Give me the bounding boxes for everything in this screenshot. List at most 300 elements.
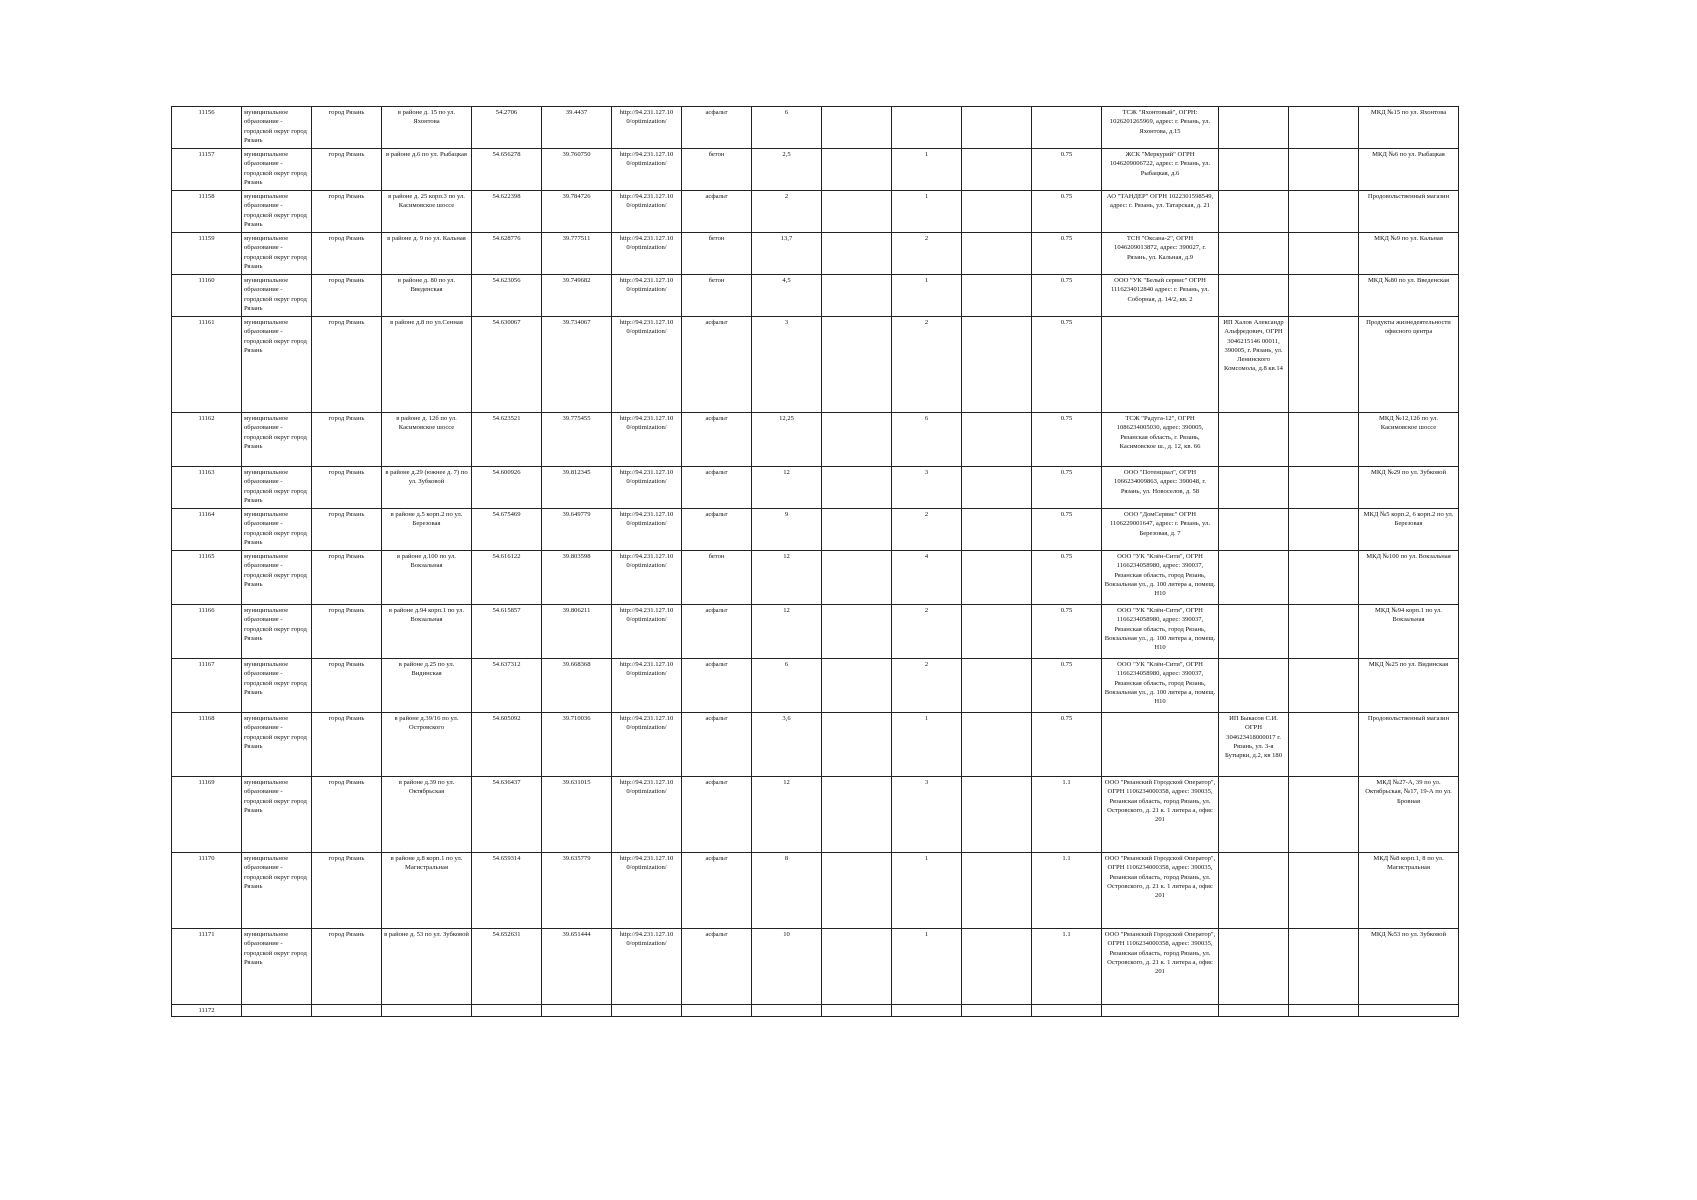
cell-empty: [822, 413, 892, 467]
cell-address: в районе д. 12б по ул. Касимовское шоссе: [382, 413, 472, 467]
cell-map-link: [612, 1005, 682, 1017]
cell-address: в районе д.25 по ул. Видинская: [382, 659, 472, 713]
cell-municipality: муниципальное образование - городской округ город Рязань: [242, 191, 312, 233]
table-row: [172, 191, 1459, 233]
cell-empty: [1289, 659, 1359, 713]
cell-container-count: [892, 1005, 962, 1017]
table-row: [172, 551, 1459, 605]
cell-longitude: 39.775455: [542, 413, 612, 467]
cell-area: 2,5: [752, 149, 822, 191]
cell-container-count: 6: [892, 413, 962, 467]
cell-longitude: 39.749682: [542, 275, 612, 317]
cell-latitude: 54.623521: [472, 413, 542, 467]
table-row: [172, 233, 1459, 275]
cell-map-link: http://94.231.127.10 0/optimization/: [612, 659, 682, 713]
cell-surface: асфальт: [682, 853, 752, 929]
cell-address: в районе д. 53 по ул. Зубковой: [382, 929, 472, 1005]
cell-longitude: 39.806211: [542, 605, 612, 659]
cell-longitude: 39.631015: [542, 777, 612, 853]
cell-empty: [822, 509, 892, 551]
cell-municipality: муниципальное образование - городской округ город Рязань: [242, 551, 312, 605]
cell-empty: [1289, 317, 1359, 413]
cell-area: 12,25: [752, 413, 822, 467]
cell-address: в районе д.8 корп.1 по ул. Магистральная: [382, 853, 472, 929]
cell-area: 12: [752, 605, 822, 659]
cell-surface: асфальт: [682, 509, 752, 551]
cell-entrepreneur: [1219, 1005, 1289, 1017]
cell-container-count: 1: [892, 149, 962, 191]
cell-latitude: 54.600926: [472, 467, 542, 509]
cell-city: город Рязань: [312, 191, 382, 233]
cell-map-link: http://94.231.127.10 0/optimization/: [612, 149, 682, 191]
table-row: [172, 413, 1459, 467]
cell-owner: ЖСК "Меркурий" ОГРН 1046209006722, адрес: г. Рязань, ул. Рыбацкая, д.6: [1102, 149, 1219, 191]
cell-map-link: http://94.231.127.10 0/optimization/: [612, 713, 682, 777]
cell-container-count: 1: [892, 191, 962, 233]
cell-surface: бетон: [682, 275, 752, 317]
cell-id: 11171: [172, 929, 242, 1005]
cell-owner: ТСЖ "Радуга-12", ОГРН 1086234005030, адрес: 390005, Рязанская область, г. Рязань, Касимовское ш., д. 12, кв. 66: [1102, 413, 1219, 467]
cell-area: 8: [752, 853, 822, 929]
table-row: [172, 929, 1459, 1005]
cell-owner: ООО "ДомСервис" ОГРН 1106229001647, адрес: г. Рязань, ул. Березовая, д. 7: [1102, 509, 1219, 551]
cell-container-count: 1: [892, 275, 962, 317]
cell-owner: [1102, 317, 1219, 413]
cell-empty: [962, 659, 1032, 713]
cell-waste-source: МКД №5 корп.2, 6 корп.2 по ул. Березовая: [1359, 509, 1459, 551]
cell-owner: [1102, 713, 1219, 777]
cell-waste-source: МКД №80 по ул. Введенская: [1359, 275, 1459, 317]
cell-surface: асфальт: [682, 659, 752, 713]
cell-id: 11158: [172, 191, 242, 233]
cell-surface: асфальт: [682, 191, 752, 233]
cell-container-volume: 1.1: [1032, 777, 1102, 853]
cell-empty: [1289, 551, 1359, 605]
table-row: [172, 509, 1459, 551]
cell-address: в районе д.100 по ул. Вокзальная: [382, 551, 472, 605]
cell-entrepreneur: [1219, 659, 1289, 713]
cell-map-link: http://94.231.127.10 0/optimization/: [612, 233, 682, 275]
cell-map-link: http://94.231.127.10 0/optimization/: [612, 605, 682, 659]
cell-longitude: 39.812345: [542, 467, 612, 509]
cell-empty: [822, 605, 892, 659]
cell-owner: АО "ТАНДЕР" ОГРН 1022301598549, адрес: г. Рязань, ул. Татарская, д. 21: [1102, 191, 1219, 233]
cell-surface: бетон: [682, 551, 752, 605]
cell-empty: [1289, 929, 1359, 1005]
cell-empty: [1289, 853, 1359, 929]
cell-latitude: 54.630067: [472, 317, 542, 413]
cell-longitude: 39.784726: [542, 191, 612, 233]
cell-container-volume: 0.75: [1032, 509, 1102, 551]
cell-surface: [682, 1005, 752, 1017]
cell-empty: [962, 413, 1032, 467]
cell-area: 9: [752, 509, 822, 551]
cell-container-count: 2: [892, 509, 962, 551]
cell-waste-source: МКД №53 по ул. Зубковой: [1359, 929, 1459, 1005]
cell-city: [312, 1005, 382, 1017]
table-row: [172, 713, 1459, 777]
cell-owner: ООО "Рязанский Городской Оператор", ОГРН 1106234000358, адрес: 390035, Рязанская область, город Рязань, ул. Островского, д. 21 к. 1 литера а, офис 201: [1102, 929, 1219, 1005]
cell-municipality: муниципальное образование - городской округ город Рязань: [242, 509, 312, 551]
cell-container-count: 3: [892, 777, 962, 853]
cell-city: город Рязань: [312, 233, 382, 275]
cell-id: 11165: [172, 551, 242, 605]
cell-municipality: [242, 1005, 312, 1017]
cell-area: 13,7: [752, 233, 822, 275]
cell-municipality: муниципальное образование - городской округ город Рязань: [242, 275, 312, 317]
cell-entrepreneur: [1219, 509, 1289, 551]
cell-container-volume: 0.75: [1032, 659, 1102, 713]
cell-container-volume: 0.75: [1032, 605, 1102, 659]
cell-entrepreneur: [1219, 413, 1289, 467]
cell-latitude: 54.623056: [472, 275, 542, 317]
cell-waste-source: [1359, 1005, 1459, 1017]
cell-container-volume: [1032, 107, 1102, 149]
cell-entrepreneur: ИП Халов Александр Альфредович, ОГРН 3046215146 00011, 390005, г. Рязань, ул. Ленинского Комсомола, д.8 кв.14: [1219, 317, 1289, 413]
cell-city: город Рязань: [312, 605, 382, 659]
cell-address: [382, 1005, 472, 1017]
cell-longitude: 39.734067: [542, 317, 612, 413]
cell-container-count: 1: [892, 713, 962, 777]
cell-area: 12: [752, 551, 822, 605]
cell-empty: [1289, 777, 1359, 853]
cell-waste-source: МКД №25 по ул. Видинская: [1359, 659, 1459, 713]
cell-address: в районе д.39 по ул. Октябрьская: [382, 777, 472, 853]
cell-empty: [822, 853, 892, 929]
cell-waste-source: Продукты жизнедеятельности офисного центра: [1359, 317, 1459, 413]
cell-owner: ООО "УК "Белый сервис" ОГРН 1116234012840 адрес: г. Рязань, ул. Соборная, д. 14/2, кв. 2: [1102, 275, 1219, 317]
cell-city: город Рязань: [312, 149, 382, 191]
cell-empty: [1289, 1005, 1359, 1017]
cell-container-volume: 0.75: [1032, 317, 1102, 413]
table-row: [172, 149, 1459, 191]
cell-container-count: 1: [892, 929, 962, 1005]
cell-longitude: [542, 1005, 612, 1017]
cell-city: город Рязань: [312, 317, 382, 413]
cell-latitude: 54.622398: [472, 191, 542, 233]
cell-owner: ООО "УК "Клён-Сити", ОГРН 1166234058980, адрес: 390037, Рязанская область, город Рязань, Вокзальная ул., д. 100 литера а, помещ. Н10: [1102, 551, 1219, 605]
cell-id: 11156: [172, 107, 242, 149]
cell-waste-source: МКД №27-А, 39 по ул. Октябрьская, №17, 19-А по ул. Бровная: [1359, 777, 1459, 853]
cell-address: в районе д.39/16 по ул. Островского: [382, 713, 472, 777]
cell-municipality: муниципальное образование - городской округ город Рязань: [242, 317, 312, 413]
cell-surface: асфальт: [682, 413, 752, 467]
cell-map-link: http://94.231.127.10 0/optimization/: [612, 317, 682, 413]
cell-surface: бетон: [682, 233, 752, 275]
cell-entrepreneur: [1219, 149, 1289, 191]
cell-empty: [1289, 191, 1359, 233]
cell-container-count: 2: [892, 659, 962, 713]
cell-longitude: 39.635779: [542, 853, 612, 929]
cell-empty: [1289, 605, 1359, 659]
cell-address: в районе д.5 корп.2 по ул. Березовая: [382, 509, 472, 551]
cell-container-volume: 0.75: [1032, 713, 1102, 777]
cell-city: город Рязань: [312, 659, 382, 713]
cell-municipality: муниципальное образование - городской округ город Рязань: [242, 853, 312, 929]
cell-municipality: муниципальное образование - городской округ город Рязань: [242, 233, 312, 275]
cell-container-volume: 1.1: [1032, 929, 1102, 1005]
cell-entrepreneur: ИП Быкасов С.И. ОГРН 304623418000017 г. Рязань, ул. 3-я Бутырки, д.2, кв 180: [1219, 713, 1289, 777]
cell-owner: ООО "Потенциал", ОГРН 1066234009863, адрес: 390048, г. Рязань, ул. Новоселов, д. 58: [1102, 467, 1219, 509]
cell-map-link: http://94.231.127.10 0/optimization/: [612, 929, 682, 1005]
cell-empty: [962, 149, 1032, 191]
cell-municipality: муниципальное образование - городской округ город Рязань: [242, 777, 312, 853]
cell-empty: [962, 605, 1032, 659]
cell-container-volume: 0.75: [1032, 413, 1102, 467]
cell-map-link: http://94.231.127.10 0/optimization/: [612, 275, 682, 317]
table-row: [172, 777, 1459, 853]
cell-city: город Рязань: [312, 467, 382, 509]
cell-empty: [822, 233, 892, 275]
cell-container-volume: 0.75: [1032, 275, 1102, 317]
cell-surface: асфальт: [682, 467, 752, 509]
cell-latitude: 54.615857: [472, 605, 542, 659]
cell-empty: [1289, 467, 1359, 509]
table-row: [172, 853, 1459, 929]
cell-empty: [962, 317, 1032, 413]
cell-municipality: муниципальное образование - городской округ город Рязань: [242, 413, 312, 467]
cell-container-count: 2: [892, 317, 962, 413]
cell-longitude: 39.651444: [542, 929, 612, 1005]
cell-id: 11163: [172, 467, 242, 509]
cell-empty: [962, 551, 1032, 605]
cell-waste-source: МКД №94 корп.1 по ул. Вокзальная: [1359, 605, 1459, 659]
cell-map-link: http://94.231.127.10 0/optimization/: [612, 777, 682, 853]
cell-latitude: 54.605092: [472, 713, 542, 777]
cell-owner: ООО "Рязанский Городской Оператор", ОГРН 1106234000358, адрес: 390035, Рязанская область, город Рязань, ул. Островского, д. 21 к. 1 литера а, офис 201: [1102, 853, 1219, 929]
cell-id: 11160: [172, 275, 242, 317]
cell-id: 11166: [172, 605, 242, 659]
cell-waste-source: МКД №6 по ул. Рыбацкая: [1359, 149, 1459, 191]
cell-area: 2: [752, 191, 822, 233]
cell-owner: ТСЖ "Яхонтовый", ОГРН: 1026201265969, адрес: г. Рязань, ул. Яхонтова, д.15: [1102, 107, 1219, 149]
cell-address: в районе д.8 по ул.Сенная: [382, 317, 472, 413]
cell-empty: [962, 107, 1032, 149]
cell-address: в районе д.6 по ул. Рыбацкая: [382, 149, 472, 191]
cell-container-volume: 0.75: [1032, 551, 1102, 605]
cell-municipality: муниципальное образование - городской округ город Рязань: [242, 659, 312, 713]
cell-id: 11172: [172, 1005, 242, 1017]
cell-empty: [822, 107, 892, 149]
cell-latitude: 54.616122: [472, 551, 542, 605]
cell-empty: [822, 467, 892, 509]
cell-container-count: 4: [892, 551, 962, 605]
cell-address: в районе д. 9 по ул. Кальная: [382, 233, 472, 275]
cell-map-link: http://94.231.127.10 0/optimization/: [612, 467, 682, 509]
cell-empty: [1289, 713, 1359, 777]
cell-container-count: [892, 107, 962, 149]
cell-empty: [962, 713, 1032, 777]
cell-longitude: 39.4437: [542, 107, 612, 149]
cell-map-link: http://94.231.127.10 0/optimization/: [612, 107, 682, 149]
cell-area: 6: [752, 107, 822, 149]
cell-municipality: муниципальное образование - городской округ город Рязань: [242, 929, 312, 1005]
cell-waste-source: МКД №29 по ул. Зубковой: [1359, 467, 1459, 509]
cell-address: в районе д. 25 корп.3 по ул. Касимовское шоссе: [382, 191, 472, 233]
cell-waste-source: МКД №15 по ул. Яхонтова: [1359, 107, 1459, 149]
cell-empty: [822, 551, 892, 605]
cell-surface: асфальт: [682, 713, 752, 777]
cell-id: 11167: [172, 659, 242, 713]
cell-empty: [962, 777, 1032, 853]
cell-longitude: 39.803598: [542, 551, 612, 605]
cell-empty: [1289, 509, 1359, 551]
cell-empty: [962, 275, 1032, 317]
cell-area: 3,6: [752, 713, 822, 777]
cell-municipality: муниципальное образование - городской округ город Рязань: [242, 149, 312, 191]
table-row: [172, 467, 1459, 509]
cell-owner: [1102, 1005, 1219, 1017]
cell-empty: [962, 1005, 1032, 1017]
cell-latitude: 54.659314: [472, 853, 542, 929]
cell-area: [752, 1005, 822, 1017]
cell-empty: [962, 509, 1032, 551]
cell-city: город Рязань: [312, 413, 382, 467]
cell-municipality: муниципальное образование - городской округ город Рязань: [242, 713, 312, 777]
cell-map-link: http://94.231.127.10 0/optimization/: [612, 551, 682, 605]
cell-empty: [822, 191, 892, 233]
table-row: [172, 605, 1459, 659]
cell-container-volume: 0.75: [1032, 233, 1102, 275]
cell-empty: [822, 929, 892, 1005]
cell-address: в районе д. 15 по ул. Яхонтова: [382, 107, 472, 149]
cell-city: город Рязань: [312, 509, 382, 551]
cell-longitude: 39.760750: [542, 149, 612, 191]
cell-container-volume: 1.1: [1032, 853, 1102, 929]
cell-city: город Рязань: [312, 853, 382, 929]
cell-latitude: 54.675469: [472, 509, 542, 551]
cell-address: в районе д. 80 по ул. Введенская: [382, 275, 472, 317]
cell-empty: [1289, 233, 1359, 275]
cell-container-volume: 0.75: [1032, 191, 1102, 233]
cell-area: 10: [752, 929, 822, 1005]
cell-empty: [1289, 275, 1359, 317]
cell-waste-source: МКД №100 по ул. Вокзальная: [1359, 551, 1459, 605]
cell-map-link: http://94.231.127.10 0/optimization/: [612, 191, 682, 233]
cell-entrepreneur: [1219, 605, 1289, 659]
cell-city: город Рязань: [312, 107, 382, 149]
cell-container-count: 1: [892, 853, 962, 929]
cell-entrepreneur: [1219, 275, 1289, 317]
cell-id: 11162: [172, 413, 242, 467]
cell-waste-source: МКД №9 по ул. Кальная: [1359, 233, 1459, 275]
cell-id: 11164: [172, 509, 242, 551]
cell-empty: [1289, 149, 1359, 191]
cell-empty: [822, 659, 892, 713]
cell-waste-source: МКД №12,12б по ул. Касимовское шоссе: [1359, 413, 1459, 467]
cell-longitude: 39.710036: [542, 713, 612, 777]
cell-area: 3: [752, 317, 822, 413]
cell-municipality: муниципальное образование - городской округ город Рязань: [242, 605, 312, 659]
cell-empty: [962, 191, 1032, 233]
cell-id: 11170: [172, 853, 242, 929]
cell-city: город Рязань: [312, 713, 382, 777]
cell-empty: [822, 275, 892, 317]
cell-container-volume: [1032, 1005, 1102, 1017]
table-row: [172, 659, 1459, 713]
cell-id: 11169: [172, 777, 242, 853]
cell-longitude: 39.668368: [542, 659, 612, 713]
cell-longitude: 39.777511: [542, 233, 612, 275]
cell-container-volume: 0.75: [1032, 467, 1102, 509]
cell-municipality: муниципальное образование - городской округ город Рязань: [242, 467, 312, 509]
cell-entrepreneur: [1219, 107, 1289, 149]
cell-surface: асфальт: [682, 317, 752, 413]
cell-owner: ТСН "Оксана-2", ОГРН 1046209013872, адрес: 390027, г. Рязань, ул. Кальная, д.9: [1102, 233, 1219, 275]
cell-empty: [962, 929, 1032, 1005]
cell-owner: ООО "Рязанский Городской Оператор", ОГРН 1106234000358, адрес: 390035, Рязанская область, город Рязань, ул. Островского, д. 21 к. 1 литера а, офис 201: [1102, 777, 1219, 853]
cell-address: в районе д.29 (южнее д. 7) по ул. Зубковой: [382, 467, 472, 509]
cell-latitude: 54.636437: [472, 777, 542, 853]
cell-empty: [822, 777, 892, 853]
cell-id: 11161: [172, 317, 242, 413]
registry-table: [171, 106, 1459, 1017]
cell-empty: [962, 853, 1032, 929]
cell-entrepreneur: [1219, 929, 1289, 1005]
cell-area: 4,5: [752, 275, 822, 317]
cell-latitude: 54.652631: [472, 929, 542, 1005]
cell-surface: бетон: [682, 149, 752, 191]
cell-latitude: 54.2706: [472, 107, 542, 149]
cell-surface: асфальт: [682, 777, 752, 853]
cell-empty: [1289, 107, 1359, 149]
table-row: [172, 107, 1459, 149]
cell-surface: асфальт: [682, 107, 752, 149]
cell-container-count: 2: [892, 233, 962, 275]
cell-latitude: 54.628776: [472, 233, 542, 275]
cell-waste-source: МКД №8 корп.1, 8 по ул. Магистральная: [1359, 853, 1459, 929]
cell-empty: [822, 149, 892, 191]
cell-waste-source: Продовольственный магазин: [1359, 191, 1459, 233]
cell-map-link: http://94.231.127.10 0/optimization/: [612, 509, 682, 551]
cell-city: город Рязань: [312, 275, 382, 317]
cell-latitude: [472, 1005, 542, 1017]
cell-entrepreneur: [1219, 233, 1289, 275]
cell-container-count: 2: [892, 605, 962, 659]
cell-longitude: 39.649779: [542, 509, 612, 551]
cell-surface: асфальт: [682, 929, 752, 1005]
cell-map-link: http://94.231.127.10 0/optimization/: [612, 413, 682, 467]
cell-id: 11159: [172, 233, 242, 275]
cell-waste-source: Продовольственный магазин: [1359, 713, 1459, 777]
cell-municipality: муниципальное образование - городской округ город Рязань: [242, 107, 312, 149]
cell-empty: [822, 1005, 892, 1017]
cell-entrepreneur: [1219, 777, 1289, 853]
cell-city: город Рязань: [312, 551, 382, 605]
cell-area: 12: [752, 777, 822, 853]
cell-latitude: 54.637312: [472, 659, 542, 713]
cell-map-link: http://94.231.127.10 0/optimization/: [612, 853, 682, 929]
cell-surface: асфальт: [682, 605, 752, 659]
cell-entrepreneur: [1219, 551, 1289, 605]
cell-owner: ООО "УК "Клён-Сити", ОГРН 1166234058980, адрес: 390037, Рязанская область, город Рязань, Вокзальная ул., д. 100 литера а, помещ. Н10: [1102, 605, 1219, 659]
cell-container-volume: 0.75: [1032, 149, 1102, 191]
cell-empty: [1289, 413, 1359, 467]
table-row: [172, 1005, 1459, 1017]
cell-empty: [822, 713, 892, 777]
cell-latitude: 54.656278: [472, 149, 542, 191]
cell-area: 6: [752, 659, 822, 713]
cell-empty: [822, 317, 892, 413]
cell-address: в районе д.94 корп.1 по ул. Вокзальная: [382, 605, 472, 659]
cell-id: 11157: [172, 149, 242, 191]
cell-area: 12: [752, 467, 822, 509]
cell-owner: ООО "УК "Клён-Сити", ОГРН 1166234058980, адрес: 390037, Рязанская область, город Рязань, Вокзальная ул., д. 100 литера а, помещ. Н10: [1102, 659, 1219, 713]
cell-id: 11168: [172, 713, 242, 777]
cell-entrepreneur: [1219, 853, 1289, 929]
table-row: [172, 275, 1459, 317]
cell-container-count: 3: [892, 467, 962, 509]
